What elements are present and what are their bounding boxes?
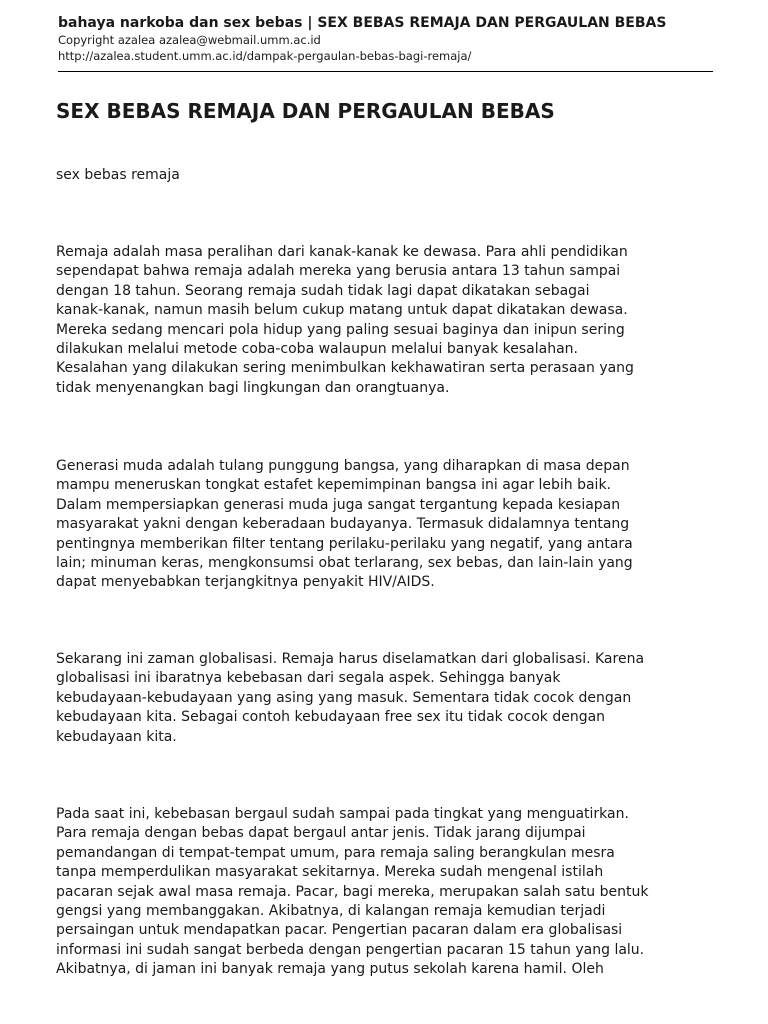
paragraph-line: Akibatnya, di jaman ini banyak remaja yang putus sekolah karena hamil. Oleh [56,961,604,978]
header-copyright: Copyright azalea azalea@webmail.umm.ac.id [58,33,321,47]
paragraph-2 [56,457,706,593]
paragraph-line: masyarakat yakni dengan keberadaan budayanya. Termasuk didalamnya tentang [56,516,630,533]
article-subtitle: sex bebas remaja [56,167,180,183]
paragraph-line: gengsi yang membanggakan. Akibatnya, di kalangan remaja kemudian terjadi [56,903,606,920]
paragraph-line: Para remaja dengan bebas dapat bergaul antar jenis. Tidak jarang dijumpai [56,825,586,842]
paragraph-line: pentingnya memberikan filter tentang perilaku-perilaku yang negatif, yang antara [56,535,633,552]
paragraph-line: mampu meneruskan tongkat estafet kepemimpinan bangsa ini agar lebih baik. [56,477,611,494]
paragraph-line: globalisasi ini ibaratnya kebebasan dari segala aspek. Sehingga banyak [56,670,561,687]
paragraph-line: Remaja adalah masa peralihan dari kanak-kanak ke dewasa. Para ahli pendidikan [56,244,628,260]
paragraph-line: dapat menyebabkan terjangkitnya penyakit HIV/AIDS. [56,574,435,591]
paragraph-4 [56,805,706,980]
paragraph-line: dengan 18 tahun. Seorang remaja sudah tidak lagi dapat dikatakan sebagai [56,282,590,299]
header-divider [58,71,713,72]
paragraph-line: persaingan untuk mendapatkan pacar. Pengertian pacaran dalam era globalisasi [56,922,623,939]
paragraph-line: lain; minuman keras, mengkonsumsi obat terlarang, sex bebas, dan lain-lain yang [56,555,633,572]
paragraph-line: tanpa memperdulikan masyarakat sekitarnya. Mereka sudah mengenal istilah [56,864,604,881]
paragraph-line: pemandangan di tempat-tempat umum, para remaja saling berangkulan mesra [56,844,615,861]
paragraph-3 [56,650,706,747]
paragraph-1 [56,243,706,398]
document-header [58,14,713,64]
paragraph-line: Pada saat ini, kebebasan bergaul sudah sampai pada tingkat yang menguatirkan. [56,806,629,822]
header-url: http://azalea.student.umm.ac.id/dampak-pergaulan-bebas-bagi-remaja/ [58,49,472,63]
paragraph-line: kebudayaan kita. [56,728,177,745]
paragraph-line: Kesalahan yang dilakukan sering menimbulkan kekhawatiran serta perasaan yang [56,360,634,377]
paragraph-line: pacaran sejak awal masa remaja. Pacar, bagi mereka, merupakan salah satu bentuk [56,883,649,900]
paragraph-line: Mereka sedang mencari pola hidup yang paling sesuai baginya dan inipun sering [56,321,625,338]
paragraph-line: kanak-kanak, namun masih belum cukup matang untuk dapat dikatakan dewasa. [56,302,628,319]
article-title: SEX BEBAS REMAJA DAN PERGAULAN BEBAS [56,99,555,123]
paragraph-line: Generasi muda adalah tulang punggung bangsa, yang diharapkan di masa depan [56,458,630,474]
paragraph-line: kebudayaan-kebudayaan yang asing yang masuk. Sementara tidak cocok dengan [56,689,632,706]
paragraph-line: Sekarang ini zaman globalisasi. Remaja harus diselamatkan dari globalisasi. Karena [56,651,645,667]
paragraph-line: informasi ini sudah sangat berbeda dengan pengertian pacaran 15 tahun yang lalu. [56,941,645,958]
paragraph-line: Dalam mempersiapkan generasi muda juga sangat tergantung kepada kesiapan [56,496,621,513]
paragraph-line: dilakukan melalui metode coba-coba walaupun melalui banyak kesalahan. [56,341,578,358]
paragraph-line: tidak menyenangkan bagi lingkungan dan orangtuanya. [56,379,450,396]
paragraph-line: sependapat bahwa remaja adalah mereka yang berusia antara 13 tahun sampai [56,263,621,280]
header-title: bahaya narkoba dan sex bebas | SEX BEBAS REMAJA DAN PERGAULAN BEBAS [58,15,667,31]
paragraph-line: kebudayaan kita. Sebagai contoh kebudayaan free sex itu tidak cocok dengan [56,709,606,726]
